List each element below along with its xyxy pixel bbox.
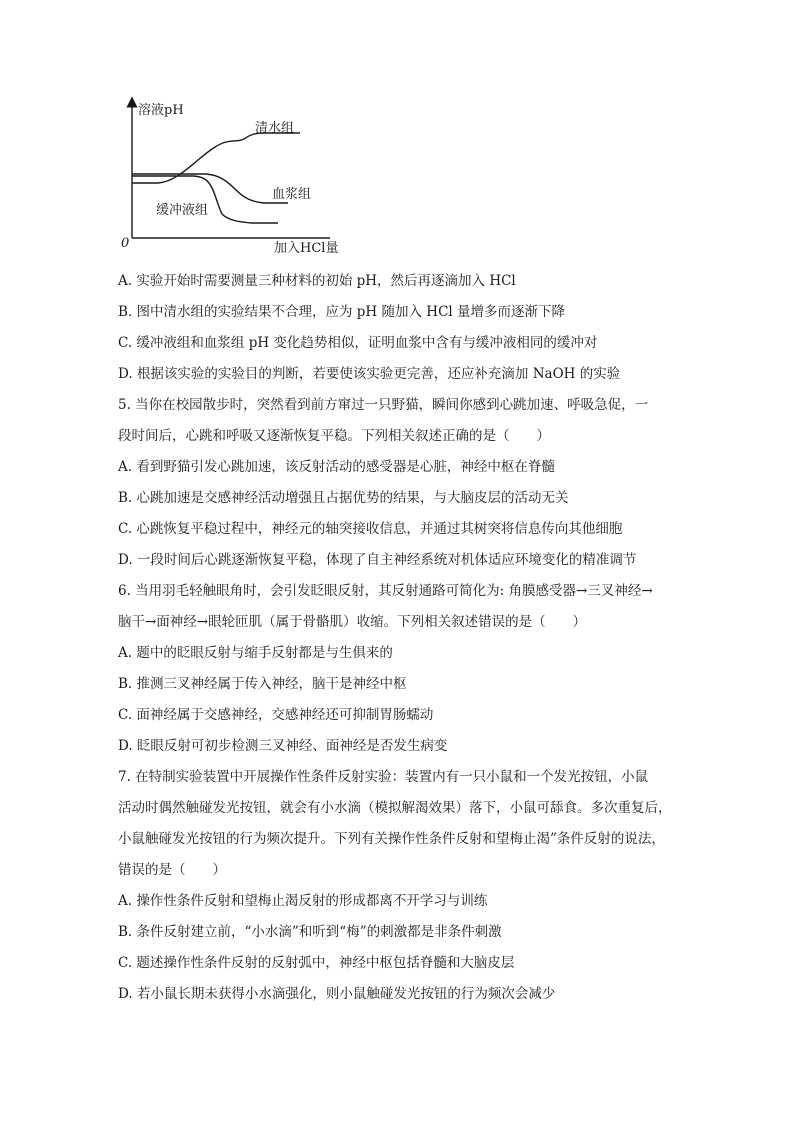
text-line: C. 面神经属于交感神经，交感神经还可抑制胃肠蠕动 — [118, 707, 434, 723]
text-line: C. 缓冲液组和血浆组 pH 变化趋势相似，证明血浆中含有与缓冲液相同的缓冲对 — [118, 335, 598, 351]
text-line: 7. 在特制实验装置中开展操作性条件反射实验：装置内有一只小鼠和一个发光按钮，小鼠 — [118, 769, 649, 785]
text-line: B. 推测三叉神经属于传入神经，脑干是神经中枢 — [118, 676, 407, 692]
text-line: A. 看到野猫引发心跳加速，该反射活动的感受器是心脏，神经中枢在脊髓 — [118, 459, 555, 475]
plasma-curve — [132, 174, 288, 203]
text-line: 5. 当你在校园散步时，突然看到前方窜过一只野猫，瞬间你感到心跳加速、呼吸急促，一 — [118, 397, 649, 413]
water-curve-label: 清水组 — [255, 121, 295, 136]
text-line: 错误的是（ ） — [118, 862, 226, 878]
text-line: D. 根据该实验的实验目的判断，若要使该实验更完善，还应补充滴加 NaOH 的实验 — [118, 366, 621, 382]
y-axis-label: 溶液pH — [138, 103, 184, 118]
text-line: A. 题中的眨眼反射与缩手反射都是与生俱来的 — [118, 645, 393, 661]
text-line: 脑干→面神经→眼轮匝肌（属于骨骼肌）收缩。下列相关叙述错误的是（ ） — [118, 614, 587, 630]
text-line: 小鼠触碰发光按钮的行为频次提升。下列有关操作性条件反射和望梅止渴”条件反射的说法， — [118, 831, 665, 847]
question-text — [118, 266, 684, 1010]
text-line: C. 心跳恢复平稳过程中，神经元的轴突接收信息，并通过其树突将信息传向其他细胞 — [118, 521, 623, 537]
text-line: A. 实验开始时需要测量三种材料的初始 pH，然后再逐滴加入 HCl — [118, 273, 516, 289]
text-line: B. 条件反射建立前，“小水滴”和听到“梅”的刺激都是非条件刺激 — [118, 924, 502, 940]
text-line: B. 图中清水组的实验结果不合理，应为 pH 随加入 HCl 量增多而逐渐下降 — [118, 304, 566, 320]
text-line: D. 眨眼反射可初步检测三叉神经、面神经是否发生病变 — [118, 738, 448, 754]
text-line: D. 一段时间后心跳逐渐恢复平稳，体现了自主神经系统对机体适应环境变化的精准调节 — [118, 552, 637, 568]
buffer-curve-label: 缓冲液组 — [156, 203, 209, 218]
text-line: B. 心跳加速是交感神经活动增强且占据优势的结果，与大脑皮层的活动无关 — [118, 490, 569, 506]
x-axis-label: 加入HCl量 — [274, 241, 339, 256]
text-line: C. 题述操作性条件反射的反射弧中，神经中枢包括脊髓和大脑皮层 — [118, 955, 515, 971]
text-line: 活动时偶然触碰发光按钮，就会有小水滴（模拟解渴效果）落下，小鼠可舔食。多次重复后， — [118, 800, 672, 816]
ph-figure — [118, 96, 348, 260]
text-line: D. 若小鼠长期未获得小水滴强化，则小鼠触碰发光按钮的行为频次会减少 — [118, 986, 556, 1002]
text-line: 6. 当用羽毛轻触眼角时，会引发眨眼反射，其反射通路可简化为: 角膜感受器→三叉神经→ — [118, 583, 653, 599]
origin-label: 0 — [121, 236, 130, 251]
text-line: A. 操作性条件反射和望梅止渴反射的形成都离不开学习与训练 — [118, 893, 488, 909]
plasma-curve-label: 血浆组 — [272, 187, 312, 202]
text-line: 段时间后，心跳和呼吸又逐渐恢复平稳。下列相关叙述正确的是（ ） — [118, 428, 550, 444]
ph-curve-diagram — [118, 96, 348, 260]
